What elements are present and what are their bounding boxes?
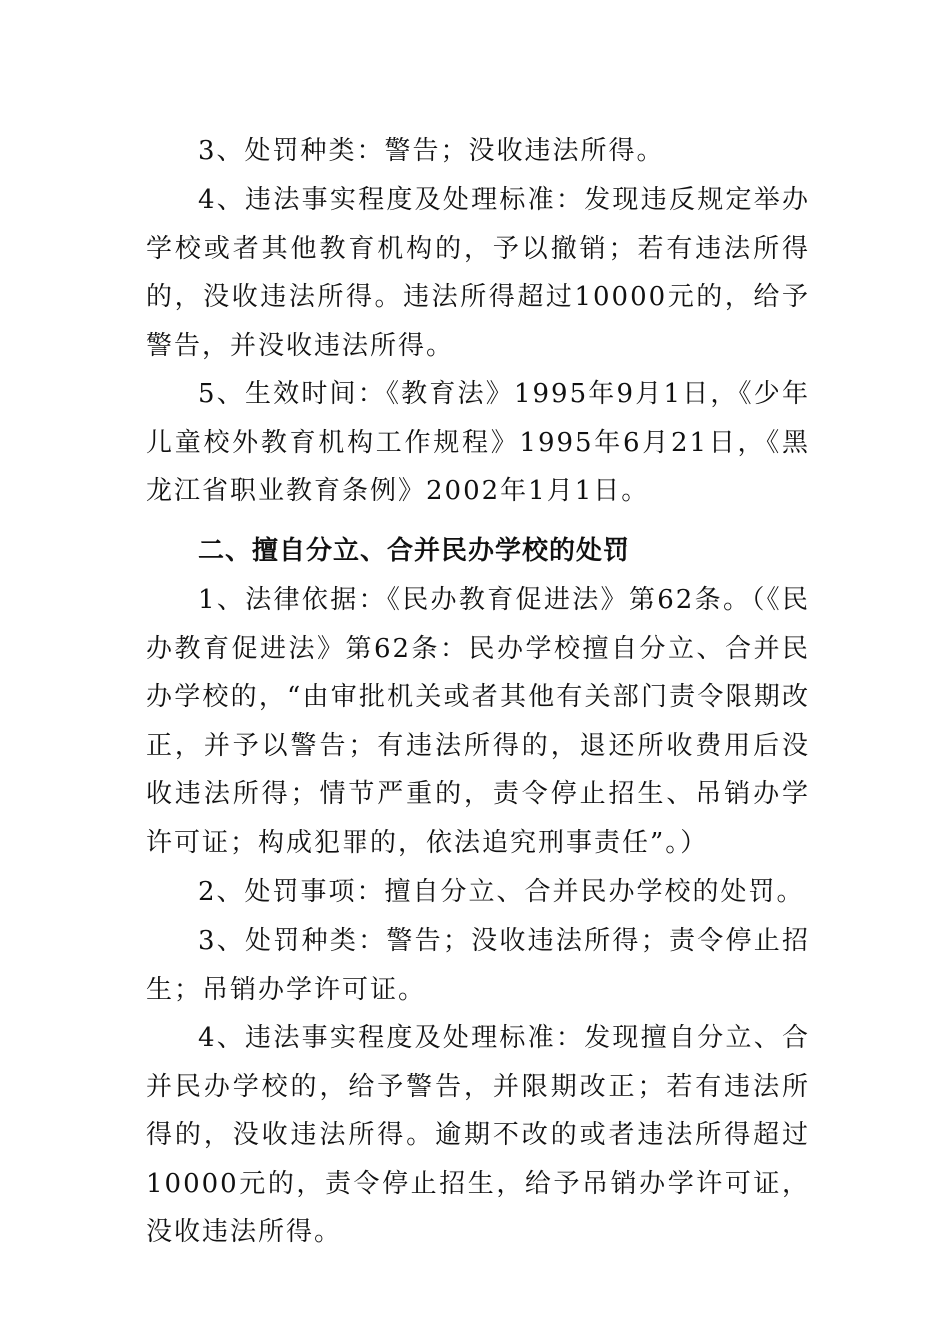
paragraph-violation-standard-2: 4、违法事实程度及处理标准：发现擅自分立、合并民办学校的，给予警告，并限期改正；若有违法所得的，没收违法所得。逾期不改的或者违法所得超过10000元的，责令停止招生，给予吊销办学许可证，没收违法所得。 — [146, 1023, 810, 1247]
paragraph-violation-standard-1: 4、违法事实程度及处理标准：发现违反规定举办学校或者其他教育机构的，予以撤销；若有违法所得的，没收违法所得。违法所得超过10000元的，给予警告，并没收违法所得。 — [146, 185, 810, 361]
paragraph-penalty-matter: 2、处罚事项：擅自分立、合并民办学校的处罚。 — [198, 877, 805, 907]
paragraph-legal-basis: 1、法律依据：《民办教育促进法》第62条。（《民办教育促进法》第62条：民办学校擅自分立、合并民办学校的，“由审批机关或者其他有关部门责令限期改正，并予以警告；有违法所得的，退还所收费用后没收违法所得；情节严重的，责令停止招生、吊销办学许可证；构成犯罪的，依法追究刑事责任”。） — [146, 585, 810, 858]
paragraph-penalty-types-1: 3、处罚种类：警告；没收违法所得。 — [198, 136, 665, 166]
section-heading-2: 二、擅自分立、合并民办学校的处罚 — [198, 536, 631, 566]
paragraph-penalty-types-2: 3、处罚种类：警告；没收违法所得；责令停止招生；吊销办学许可证。 — [146, 926, 810, 1005]
paragraph-effective-date: 5、生效时间：《教育法》1995年9月1日，《少年儿童校外教育机构工作规程》1995年6月21日，《黑龙江省职业教育条例》2002年1月1日。 — [146, 379, 810, 506]
